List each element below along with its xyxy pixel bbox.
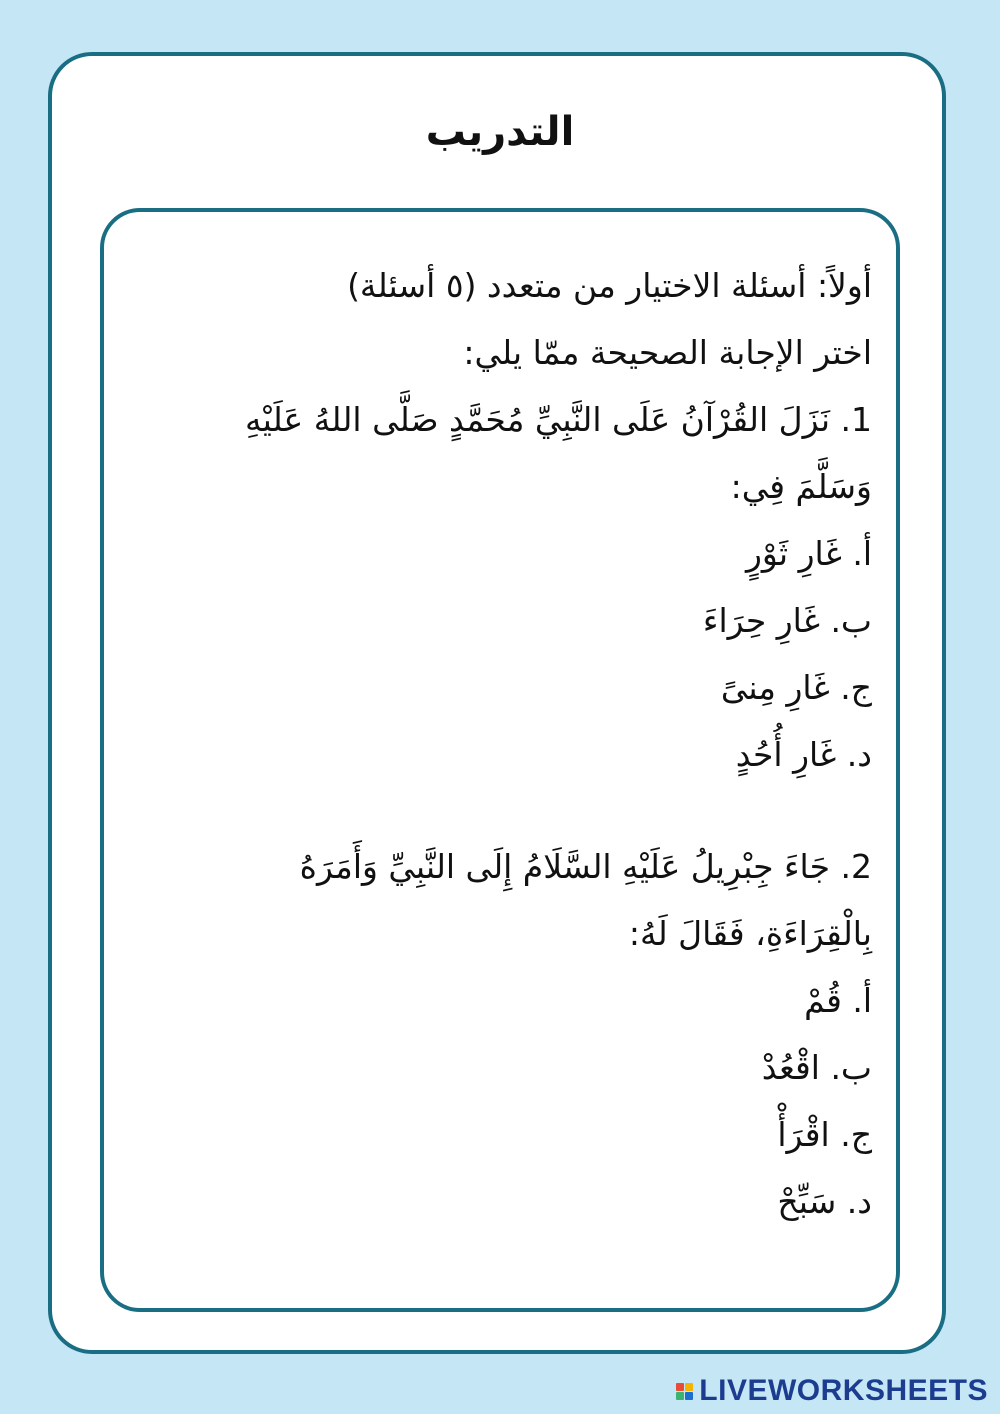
question-2-option-c[interactable]: ج. اقْرَأْ <box>777 1115 872 1154</box>
question-1-option-b[interactable]: ب. غَارِ حِرَاءَ <box>702 601 872 640</box>
question-1-text: 1. نَزَلَ القُرْآنُ عَلَى النَّبِيِّ مُحَمَّدٍ صَلَّى اللهُ عَلَيْهِ <box>244 400 872 439</box>
logo-square-red <box>676 1383 684 1391</box>
question-2-option-a[interactable]: أ. قُمْ <box>804 981 872 1020</box>
logo-square-green <box>676 1392 684 1400</box>
logo-square-blue <box>685 1392 693 1400</box>
instruction-text: اختر الإجابة الصحيحة ممّا يلي: <box>463 333 872 372</box>
question-2-text: 2. جَاءَ جِبْرِيلُ عَلَيْهِ السَّلَامُ إِلَى النَّبِيِّ وَأَمَرَهُ <box>299 847 872 886</box>
question-2-text-cont: بِالْقِرَاءَةِ، فَقَالَ لَهُ: <box>628 914 872 953</box>
brand-name: LIVEWORKSHEETS <box>699 1374 988 1407</box>
questions-content <box>82 252 872 1235</box>
logo-square-yellow <box>685 1383 693 1391</box>
question-1-option-c[interactable]: ج. غَارِ مِنىً <box>720 668 872 707</box>
section-heading: أولاً: أسئلة الاختيار من متعدد (٥ أسئلة) <box>347 266 872 305</box>
question-2-option-d[interactable]: د. سَبِّحْ <box>777 1182 872 1221</box>
question-spacer <box>82 788 872 833</box>
question-2-option-b[interactable]: ب. اقْعُدْ <box>761 1048 872 1087</box>
question-1-option-d[interactable]: د. غَارِ أُحُدٍ <box>735 735 872 774</box>
question-1-text-cont: وَسَلَّمَ فِي: <box>730 467 872 506</box>
question-1-option-a[interactable]: أ. غَارِ ثَوْرٍ <box>745 534 872 573</box>
page-title: التدريب <box>425 109 575 155</box>
liveworksheets-logo-icon <box>676 1383 693 1400</box>
liveworksheets-logo[interactable] <box>676 1374 988 1408</box>
